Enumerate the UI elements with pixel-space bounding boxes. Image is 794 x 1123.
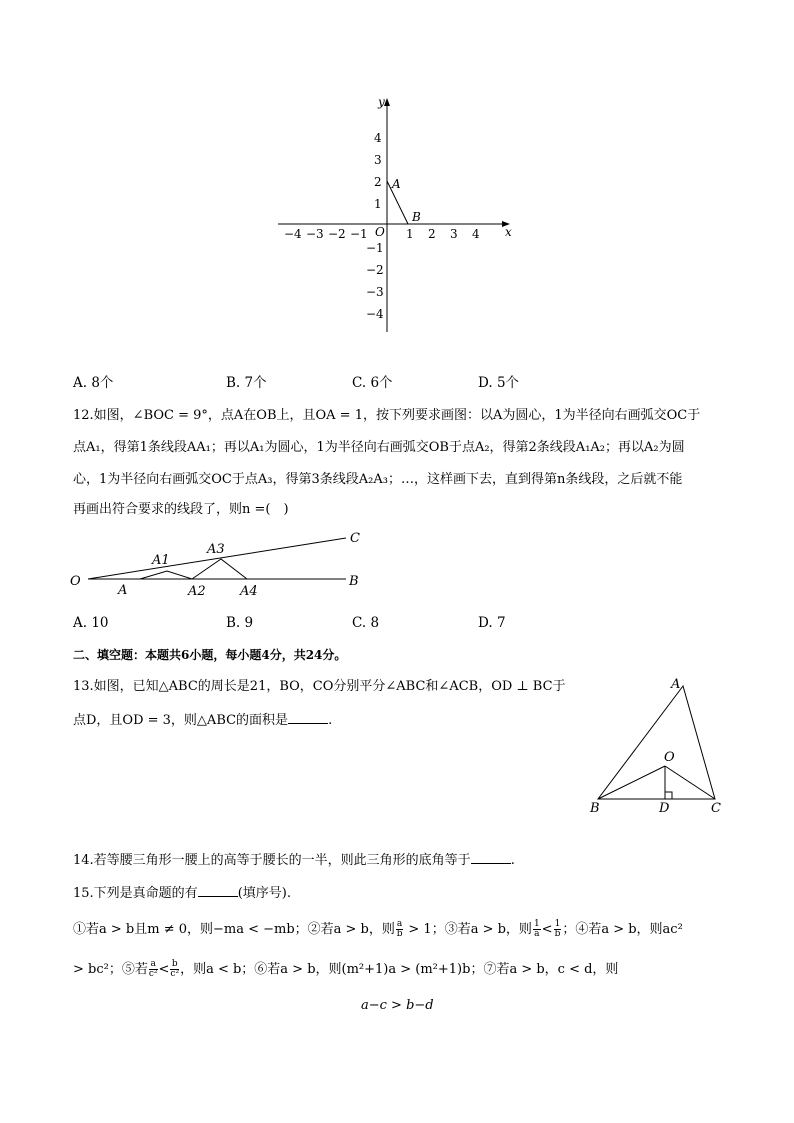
origin-label: O xyxy=(375,225,385,239)
label-a: A xyxy=(118,583,128,598)
answer-blank[interactable] xyxy=(471,851,511,864)
denominator: b xyxy=(396,929,403,939)
numerator: a xyxy=(150,959,156,969)
label-o: O xyxy=(70,574,81,589)
label-b: B xyxy=(349,574,359,589)
q12-option-d xyxy=(478,617,506,631)
denominator: c² xyxy=(170,969,180,979)
option-text: 5个 xyxy=(496,375,520,391)
denominator: c² xyxy=(148,969,158,979)
q11-option-d xyxy=(478,377,519,391)
q12-option-c xyxy=(352,617,379,631)
q13-period: . xyxy=(328,713,333,728)
q13-line-2 xyxy=(73,711,332,727)
fraction-1-over-a xyxy=(533,920,541,939)
option-letter: C. xyxy=(352,375,367,391)
x-tick-label: 2 xyxy=(428,227,436,241)
option-letter: B. xyxy=(226,615,241,631)
option-letter: D. xyxy=(478,375,493,391)
q13-text: 点D，且OD = 3，则△ABC的面积是 xyxy=(73,713,289,728)
label-d: D xyxy=(659,801,670,816)
q12-figure xyxy=(66,528,376,602)
numerator: 1 xyxy=(533,919,540,929)
option-letter: B. xyxy=(226,375,241,391)
option-letter: D. xyxy=(478,615,493,631)
label-a2: A2 xyxy=(188,584,206,599)
fraction-a-over-c2 xyxy=(149,960,158,979)
y-axis-label: y xyxy=(378,95,385,109)
q11-option-a xyxy=(73,377,113,391)
q12-line-3: 心，1为半径向右画弧交OC于点A₃，得第3条线段A₂A₃；…，这样画下去，直到得第n条线段，之后就不能 xyxy=(73,472,683,487)
label-b: B xyxy=(590,801,600,816)
q11-option-b xyxy=(226,377,267,391)
point-b-label: B xyxy=(412,210,421,224)
option-text: 8个 xyxy=(91,375,114,391)
x-tick-label: −1 xyxy=(350,227,368,241)
x-tick-label: 3 xyxy=(450,227,458,241)
answer-blank[interactable] xyxy=(288,711,328,724)
numerator: a xyxy=(396,919,403,929)
section-heading: 二、填空题：本题共6小题，每小题4分，共24分。 xyxy=(73,648,347,662)
label-a1: A1 xyxy=(152,553,170,568)
segment-bo xyxy=(598,766,665,799)
label-o: O xyxy=(664,750,675,765)
triangle-abc xyxy=(598,686,715,799)
x-tick-label: 4 xyxy=(472,227,480,241)
q14 xyxy=(73,851,515,867)
q15-text: ，则a < b；⑥若a > b，则(m²+1)a > (m²+1)b；⑦若a > b，c < d，则 xyxy=(180,962,619,977)
numerator: b xyxy=(171,959,178,969)
fraction-b-over-c2 xyxy=(170,960,179,979)
option-text: 8 xyxy=(370,615,380,631)
q13-line-1: 13.如图，已知△ABC的周长是21，BO，CO分别平分∠ABC和∠ACB，OD ⊥ BC于 xyxy=(73,679,566,694)
fraction-a-over-b xyxy=(396,920,403,939)
option-text: 7 xyxy=(496,615,506,631)
answer-blank[interactable] xyxy=(198,884,238,897)
q15-stem xyxy=(73,884,291,900)
y-axis-arrow xyxy=(384,98,390,106)
option-letter: A. xyxy=(73,615,88,631)
x-tick-label: −2 xyxy=(328,227,346,241)
q12-line-1: 12.如图，∠BOC = 9°，点A在OB上，且OA = 1，按下列要求画图：以A为圆心，1为半径向右画弧交OC于 xyxy=(73,408,701,423)
q12-option-a xyxy=(73,617,109,631)
denominator: a xyxy=(534,929,540,939)
q14-period: . xyxy=(510,853,515,868)
q15-text: < xyxy=(541,922,553,937)
x-tick-label: −4 xyxy=(284,227,302,241)
denominator: b xyxy=(554,929,561,939)
q15-text: > 1；③若a > b，则 xyxy=(404,922,532,937)
coordinate-graph xyxy=(270,92,530,342)
label-a3: A3 xyxy=(207,542,225,557)
point-a-label: A xyxy=(392,177,401,191)
y-tick-label: −4 xyxy=(366,307,384,321)
q15-text: > bc²；⑤若 xyxy=(73,962,148,977)
q14-text: 14.若等腰三角形一腰上的高等于腰长的一半，则此三角形的底角等于 xyxy=(73,853,471,868)
option-text: 7个 xyxy=(244,375,267,391)
x-tick-label: −3 xyxy=(306,227,324,241)
q12-option-b xyxy=(226,617,253,631)
q15-text: ①若a > b且m ≠ 0，则−ma < −mb；②若a > b，则 xyxy=(73,922,395,937)
right-angle-mark xyxy=(665,792,672,799)
y-tick-label: 1 xyxy=(374,197,382,211)
x-axis-label: x xyxy=(505,225,512,239)
option-text: 9 xyxy=(244,615,254,631)
q12-line-4: 再画出符合要求的线段了，则n =( ) xyxy=(73,502,289,517)
q15-text: < xyxy=(158,962,170,977)
option-text: 6个 xyxy=(370,375,393,391)
q13-triangle-figure xyxy=(585,672,725,822)
q12-line-2: 点A₁，得第1条线段AA₁；再以A₁为圆心，1为半径向右画弧交OB于点A₂，得第2条线段A₁A₂；再以A₂为圆 xyxy=(73,440,685,455)
x-tick-label: 1 xyxy=(406,227,414,241)
q15-line-3: a−c > b−d xyxy=(361,998,434,1013)
option-letter: A. xyxy=(73,375,88,391)
label-a4: A4 xyxy=(240,584,258,599)
numerator: 1 xyxy=(554,919,561,929)
q11-option-c xyxy=(352,377,393,391)
y-tick-label: −1 xyxy=(366,241,384,255)
option-text: 10 xyxy=(91,615,109,631)
label-a: A xyxy=(671,677,681,692)
fraction-1-over-b xyxy=(554,920,562,939)
option-letter: C. xyxy=(352,615,367,631)
y-tick-label: 2 xyxy=(374,175,382,189)
y-tick-label: −2 xyxy=(366,263,384,277)
q15-instruction: (填序号). xyxy=(237,886,291,901)
label-c: C xyxy=(350,531,360,546)
q15-line-2 xyxy=(73,960,618,979)
y-tick-label: 4 xyxy=(374,131,382,145)
y-tick-label: 3 xyxy=(374,153,382,167)
q15-text: ；④若a > b，则ac² xyxy=(562,922,683,937)
q15-text: 15.下列是真命题的有 xyxy=(73,886,198,901)
label-c: C xyxy=(711,801,721,816)
q15-line-1 xyxy=(73,920,683,939)
y-tick-label: −3 xyxy=(366,285,384,299)
